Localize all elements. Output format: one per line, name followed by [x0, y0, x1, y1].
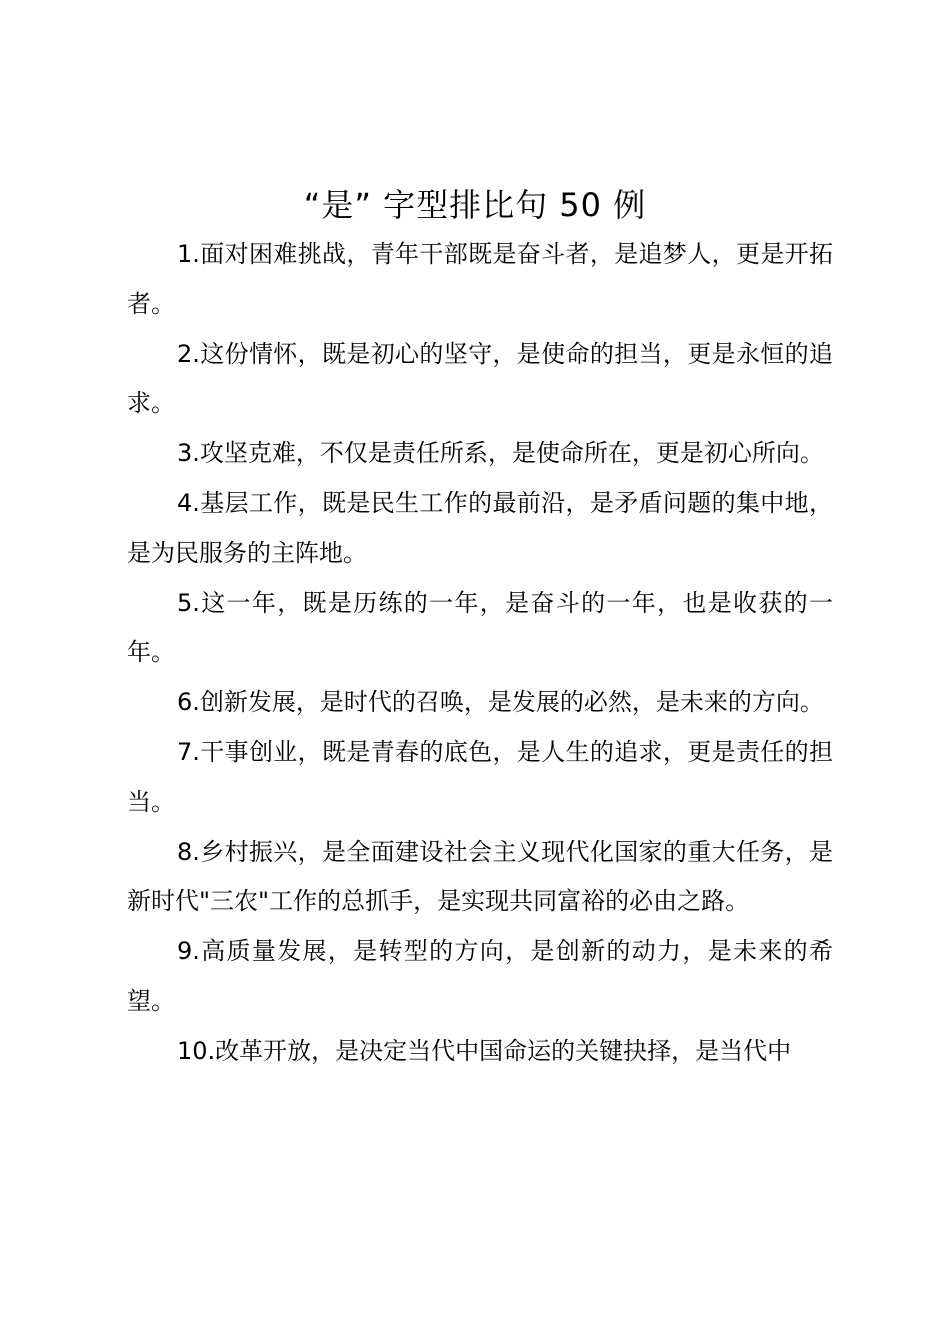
document-title: “是” 字型排比句 50 例 — [303, 186, 647, 224]
paragraph-4: 4.基层工作，既是民生工作的最前沿，是矛盾问题的集中地，是为民服务的主阵地。 — [127, 488, 833, 567]
paragraph-3: 3.攻坚克难，不仅是责任所系，是使命所在，更是初心所向。 — [177, 439, 824, 468]
paragraph-7: 7.干事创业，既是青春的底色，是人生的追求，更是责任的担当。 — [127, 737, 833, 816]
paragraph-5: 5.这一年，既是历练的一年，是奋斗的一年，也是收获的一年。 — [127, 588, 833, 667]
paragraph-6: 6.创新发展，是时代的召唤，是发展的必然，是未来的方向。 — [177, 688, 824, 717]
paragraph-10: 10.改革开放，是决定当代中国命运的关键抉择，是当代中 — [177, 1036, 792, 1065]
paragraph-8: 8.乡村振兴，是全面建设社会主义现代化国家的重大任务，是新时代"三农"工作的总抓手，是实现共同富裕的必由之路。 — [127, 837, 833, 916]
paragraph-2: 2.这份情怀，既是初心的坚守，是使命的担当，更是永恒的追求。 — [127, 339, 833, 418]
paragraph-1: 1.面对困难挑战，青年干部既是奋斗者，是追梦人，更是开拓者。 — [127, 240, 833, 318]
paragraph-9: 9.高质量发展，是转型的方向，是创新的动力，是未来的希望。 — [127, 937, 833, 1015]
document-body — [127, 230, 833, 1077]
